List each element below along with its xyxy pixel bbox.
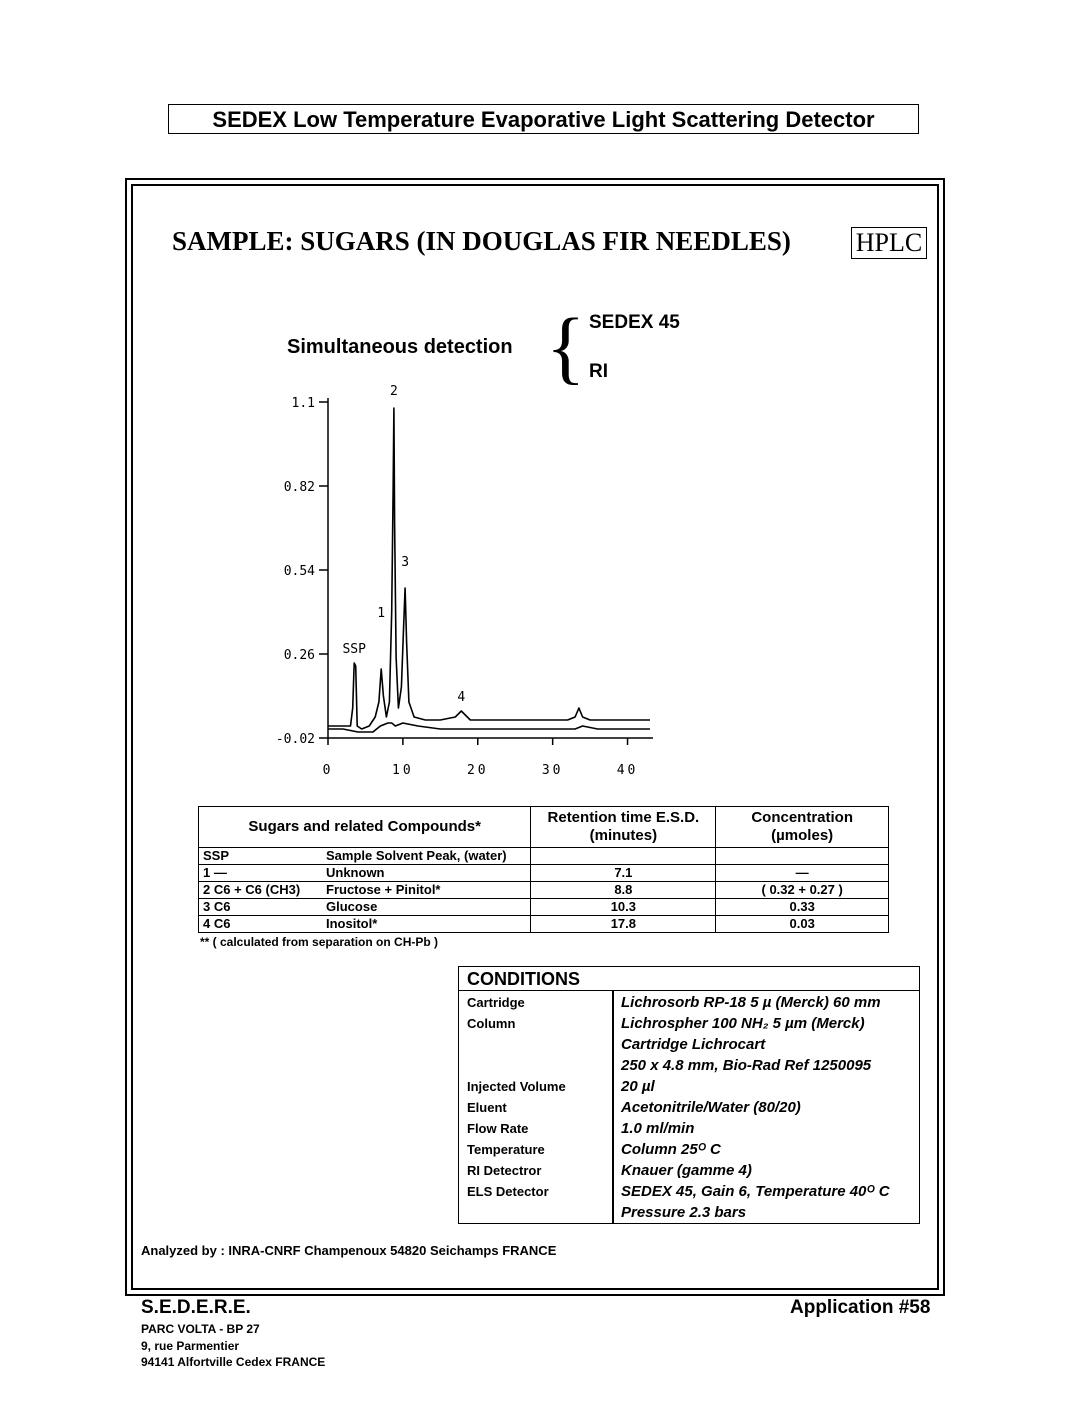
detection-label: Simultaneous detection: [287, 336, 513, 358]
condition-value: Lichrosorb RP-18 5 µ (Merck) 60 mm: [621, 994, 881, 1011]
conditions-row: [459, 1202, 919, 1223]
x-tick-label: 30: [541, 763, 564, 778]
peak-label: 2: [389, 384, 398, 399]
conditions-row: [459, 1013, 919, 1034]
conditions-row: [459, 992, 919, 1013]
condition-label: RI Detectror: [467, 1163, 542, 1178]
condition-label: ELS Detector: [467, 1184, 549, 1199]
company-name: S.E.D.E.R.E.: [141, 1297, 251, 1318]
chromatogram-trace: [328, 408, 650, 729]
row-id: 1 —: [199, 865, 323, 882]
conditions-box: [458, 966, 920, 1224]
condition-value: Acetonitrile/Water (80/20): [621, 1099, 801, 1116]
row-compound: Fructose + Pinitol*: [322, 882, 531, 899]
condition-label: Eluent: [467, 1100, 507, 1115]
document-header-title: SEDEX Low Temperature Evaporative Light Scattering Detector: [168, 104, 919, 134]
sugars-table: [198, 806, 889, 933]
conditions-row: [459, 1118, 919, 1139]
condition-value: Column 25ᴼ C: [621, 1141, 721, 1158]
address-line: 9, rue Parmentier: [141, 1339, 240, 1353]
conditions-row: [459, 1160, 919, 1181]
detector-ri: RI: [589, 361, 608, 382]
row-concentration: 0.33: [716, 899, 889, 916]
table-row: [199, 848, 889, 865]
row-retention: [531, 848, 716, 865]
condition-label: Temperature: [467, 1142, 545, 1157]
detector-sedex: SEDEX 45: [589, 312, 680, 333]
address-line: PARC VOLTA - BP 27: [141, 1322, 260, 1336]
row-id: 2 C6 + C6 (CH3): [199, 882, 323, 899]
row-retention: 10.3: [531, 899, 716, 916]
method-badge: HPLC: [851, 227, 927, 259]
table-footnote: ** ( calculated from separation on CH-Pb ): [200, 935, 439, 949]
peak-label: SSP: [342, 642, 366, 657]
table-row: [199, 882, 889, 899]
condition-value: 1.0 ml/min: [621, 1120, 695, 1137]
chromatogram-chart: [250, 380, 670, 790]
peak-label: 3: [401, 555, 410, 570]
condition-label: Injected Volume: [467, 1079, 566, 1094]
y-tick-label: -0.02: [275, 732, 315, 747]
row-id: 4 C6: [199, 916, 323, 933]
detector-brace: {: [546, 301, 586, 392]
row-concentration: 0.03: [716, 916, 889, 933]
row-concentration: ( 0.32 + 0.27 ): [716, 882, 889, 899]
conditions-row: [459, 1097, 919, 1118]
row-id: SSP: [199, 848, 323, 865]
conditions-row: [459, 1181, 919, 1202]
conditions-row: [459, 1076, 919, 1097]
conditions-row: [459, 1055, 919, 1076]
conditions-row: [459, 1034, 919, 1055]
condition-label: Cartridge: [467, 995, 525, 1010]
table-row: [199, 865, 889, 882]
row-compound: Glucose: [322, 899, 531, 916]
row-retention: 7.1: [531, 865, 716, 882]
row-concentration: [716, 848, 889, 865]
address-line: 94141 Alfortville Cedex FRANCE: [141, 1355, 326, 1369]
y-tick-label: 0.26: [283, 648, 315, 663]
analyzed-by: Analyzed by : INRA-CNRF Champenoux 54820 Seichamps FRANCE: [141, 1243, 557, 1258]
condition-label: Column: [467, 1016, 516, 1031]
condition-label: Flow Rate: [467, 1121, 529, 1136]
condition-value: 250 x 4.8 mm, Bio-Rad Ref 1250095: [621, 1057, 872, 1074]
condition-value: Cartridge Lichrocart: [621, 1036, 766, 1053]
peak-label: 1: [377, 606, 386, 621]
condition-value: 20 µl: [621, 1078, 655, 1095]
x-tick-label: 40: [616, 763, 639, 778]
conditions-title: CONDITIONS: [459, 967, 919, 991]
application-number: Application #58: [790, 1297, 931, 1318]
x-tick-label: 20: [466, 763, 489, 778]
row-id: 3 C6: [199, 899, 323, 916]
y-tick-label: 1.1: [291, 396, 315, 411]
row-compound: Unknown: [322, 865, 531, 882]
row-compound: Inositol*: [322, 916, 531, 933]
chromatogram-trace: [328, 723, 650, 732]
condition-value: Pressure 2.3 bars: [621, 1204, 747, 1221]
y-tick-label: 0.54: [283, 564, 315, 579]
x-tick-label: 0: [322, 763, 334, 778]
row-retention: 17.8: [531, 916, 716, 933]
y-tick-label: 0.82: [283, 480, 315, 495]
row-retention: 8.8: [531, 882, 716, 899]
table-row: [199, 916, 889, 933]
condition-value: SEDEX 45, Gain 6, Temperature 40ᴼ C: [621, 1183, 890, 1200]
sample-title: SAMPLE: SUGARS (IN DOUGLAS FIR NEEDLES): [172, 226, 791, 256]
x-tick-label: 10: [392, 763, 414, 778]
row-concentration: —: [716, 865, 889, 882]
table-row: [199, 899, 889, 916]
table-header-concentration: Concentration (µmoles): [716, 807, 889, 848]
table-header-row: [199, 807, 889, 848]
condition-value: Lichrospher 100 NH₂ 5 µm (Merck): [621, 1015, 865, 1032]
condition-value: Knauer (gamme 4): [621, 1162, 752, 1179]
conditions-row: [459, 1139, 919, 1160]
table-header-compounds: Sugars and related Compounds*: [199, 807, 531, 848]
table-header-retention: Retention time E.S.D. (minutes): [531, 807, 716, 848]
row-compound: Sample Solvent Peak, (water): [322, 848, 531, 865]
peak-label: 4: [457, 690, 466, 705]
